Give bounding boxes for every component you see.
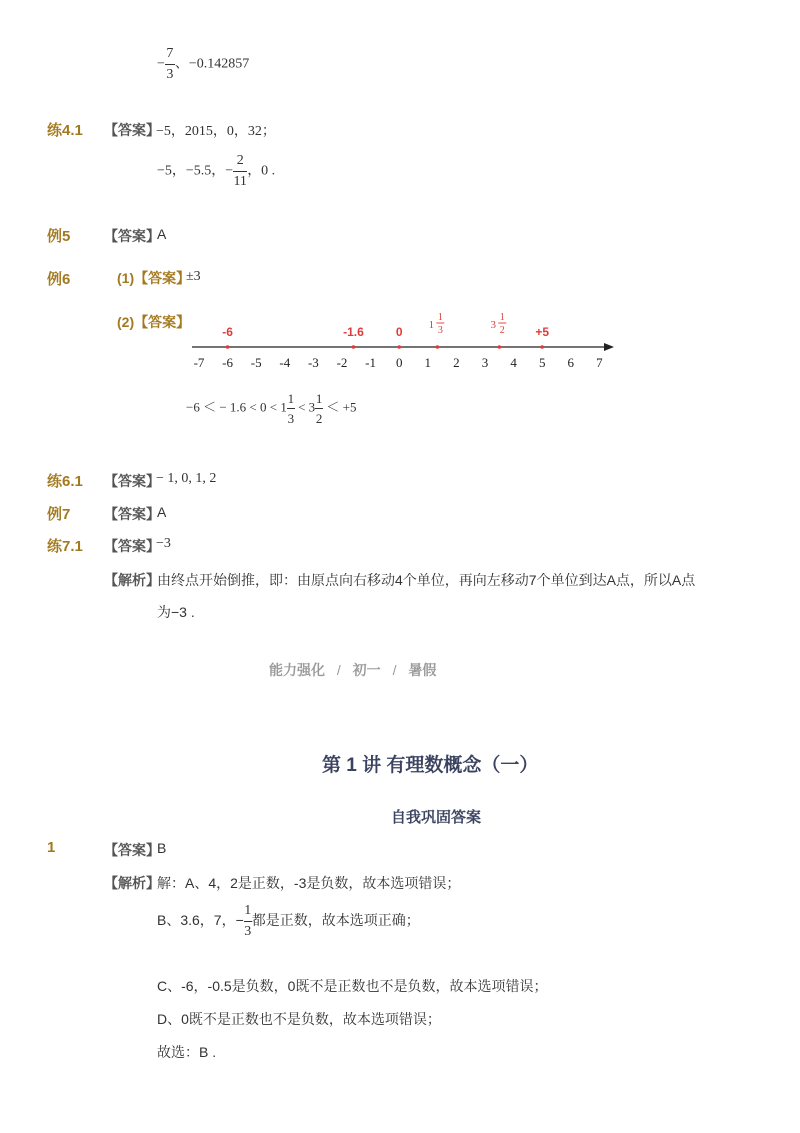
- tick-label: -1: [365, 355, 377, 370]
- tick-label: 2: [453, 355, 460, 370]
- fraction: $\frac{1}{3}$: [287, 391, 295, 426]
- tick-label: 4: [510, 355, 517, 370]
- analysis-tag: 【解析】: [104, 875, 160, 891]
- top-fraction-line: − $\frac{7}{3}$ 、−0.142857: [157, 46, 250, 82]
- fraction: $\frac{1}{2}$: [315, 391, 323, 426]
- point-label: -6: [222, 325, 233, 339]
- point-label-numerator: 1: [499, 312, 505, 323]
- tick-label: 1: [424, 355, 432, 370]
- section-subtitle: 自我巩固答案: [391, 809, 482, 826]
- analysis-line-5: 故选：B .: [157, 1044, 217, 1060]
- tick-label: 6: [567, 355, 575, 370]
- page-footer: 能力强化 / 初一 / 暑假: [269, 662, 437, 678]
- analysis-tag: 【解析】: [104, 572, 160, 588]
- tick-label: -5: [250, 355, 262, 370]
- exercise-label-6-1: 练6.1: [47, 473, 83, 490]
- point-marker: [352, 345, 356, 349]
- analysis-line-2: B、3.6，7，− $\frac{1}{3}$ 都是正数，故本选项正确；: [157, 903, 420, 939]
- tick-label: -6: [222, 355, 234, 370]
- page-title: 第 1 讲 有理数概念（一）: [322, 755, 539, 776]
- tick-label: 5: [538, 355, 546, 370]
- exercise-label-4-1: 练4.1: [47, 122, 83, 139]
- part1-tag: (1)【答案】: [117, 270, 191, 286]
- part1-answer: ±3: [186, 269, 201, 284]
- tick-label: 3: [481, 355, 489, 370]
- fraction: $\frac{7}{3}$: [166, 46, 174, 82]
- number-line: [180, 308, 620, 380]
- answer-tag: 【答案】: [104, 538, 160, 554]
- question-label-1: 1: [47, 839, 56, 856]
- point-label: 0: [395, 325, 403, 339]
- answer-tag: 【答案】: [104, 228, 160, 244]
- fraction: $\frac{2}{11}$: [233, 153, 247, 189]
- tick-label: -3: [307, 355, 319, 370]
- order-line: −6 ＜ − 1.6 < 0 < 1 $\frac{1}{3}$ < 3 $\frac{1}{2}$ ＜ +5: [186, 391, 357, 426]
- point-label-whole: 3: [490, 319, 497, 331]
- tick-label: -7: [193, 355, 205, 370]
- example-label-7: 例7: [47, 506, 71, 523]
- tick-label: -2: [336, 355, 348, 370]
- point-label-numerator: 1: [437, 312, 443, 323]
- answer-tag: 【答案】: [104, 122, 160, 138]
- arrow-icon: [604, 343, 614, 351]
- tick-label: 0: [395, 355, 403, 370]
- point-label-denominator: 2: [499, 325, 505, 336]
- tick-label: -4: [279, 355, 291, 370]
- answer-text: − 1, 0, 1, 2: [156, 471, 217, 486]
- point-marker: [436, 345, 440, 349]
- fraction: $\frac{1}{3}$: [244, 903, 252, 939]
- example-label-6: 例6: [47, 271, 71, 288]
- answer-text: −3: [156, 536, 171, 551]
- answer-text: −5，2015，0，32；: [156, 124, 276, 139]
- minus-sign: −: [157, 56, 165, 72]
- tick-label: 7: [596, 355, 603, 370]
- point-label-whole: 1: [428, 319, 435, 331]
- point-marker: [226, 345, 230, 349]
- analysis-text: 由终点开始倒推，即：由原点向右移动4个单位，再向左移动7个单位到达A点，所以A点: [157, 572, 696, 588]
- answer-tag: 【答案】: [104, 473, 160, 489]
- answer-text: B: [157, 840, 167, 856]
- answer-text: A: [157, 226, 167, 242]
- point-marker: [540, 345, 544, 349]
- point-label: -1.6: [343, 325, 364, 339]
- analysis-line-3: C、-6，-0.5是负数，0既不是正数也不是负数，故本选项错误；: [157, 978, 548, 994]
- point-label-denominator: 3: [437, 325, 443, 336]
- example-label-5: 例5: [47, 228, 71, 245]
- answer-text: A: [157, 504, 167, 520]
- analysis-line-4: D、0既不是正数也不是负数，故本选项错误；: [157, 1011, 441, 1027]
- point-marker: [397, 345, 401, 349]
- answer-line-2: −5，−5.5，− $\frac{2}{11}$ ，0 .: [157, 153, 276, 189]
- answer-tag: 【答案】: [104, 842, 160, 858]
- part2-tag: (2)【答案】: [117, 314, 191, 330]
- point-marker: [498, 345, 502, 349]
- point-label: +5: [535, 325, 550, 339]
- analysis-text-2: 为−3 .: [157, 604, 195, 620]
- analysis-line-1: 解：A、4，2是正数，-3是负数，故本选项错误；: [157, 875, 461, 891]
- exercise-label-7-1: 练7.1: [47, 538, 83, 555]
- answer-tag: 【答案】: [104, 506, 160, 522]
